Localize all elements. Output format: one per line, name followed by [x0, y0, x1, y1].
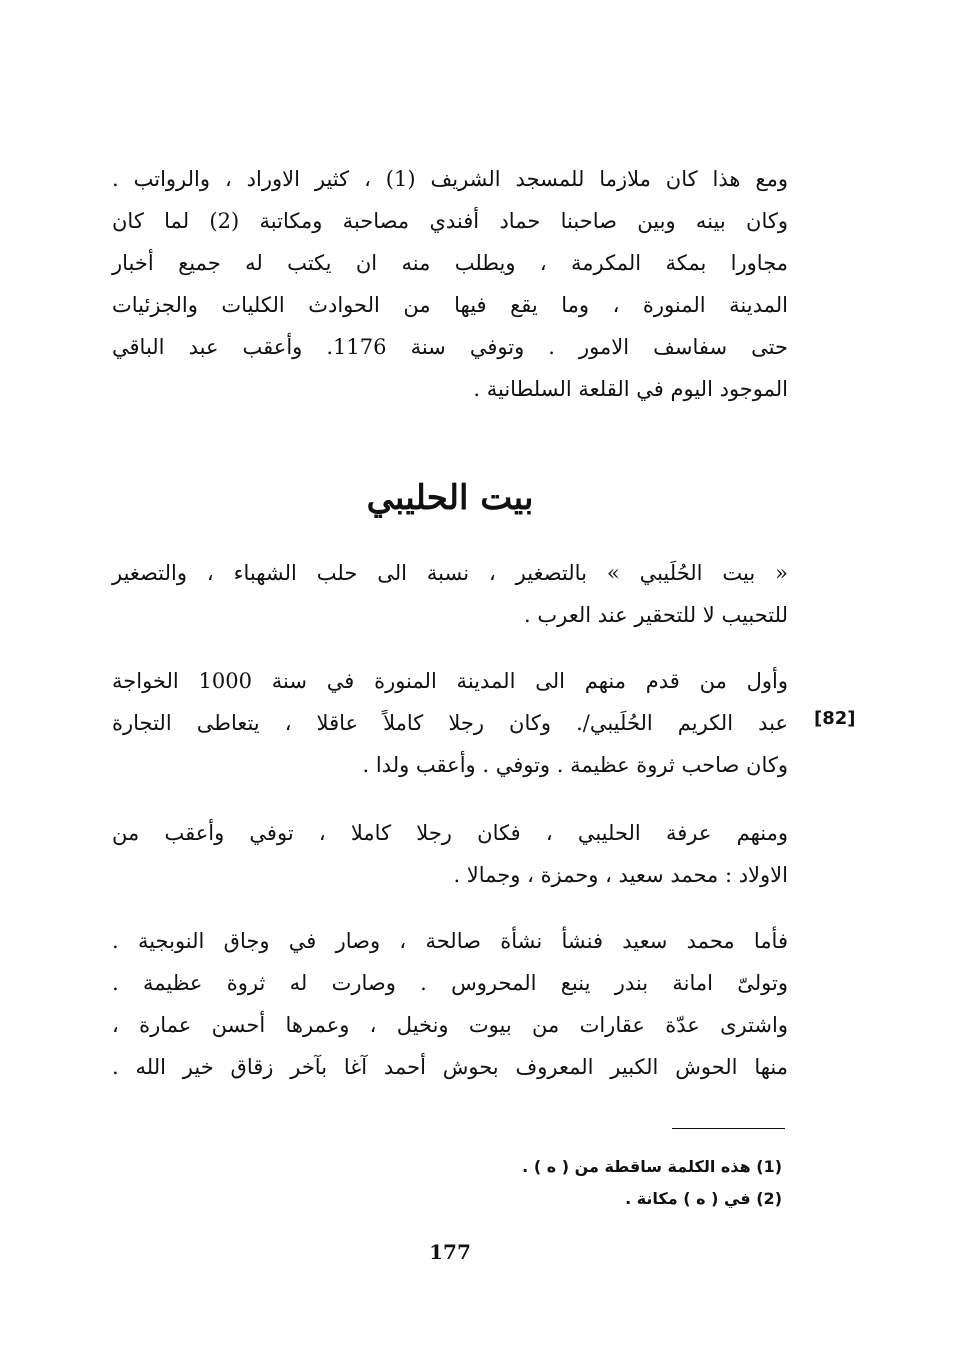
paragraph-line: واشترى عدّة عقارات من بيوت ونخيل ، وعمرها أحسن عمارة ،: [112, 1013, 788, 1037]
footnote-2: (2) في ( ه ) مكانة .: [625, 1189, 782, 1208]
paragraph-3: [112, 660, 788, 786]
paragraph-line: ومنهم عرفة الحليبي ، فكان رجلا كاملا ، توفي وأعقب من: [112, 821, 788, 845]
marginal-reference: [82]: [814, 708, 856, 729]
paragraph-5: [112, 920, 788, 1088]
page-number: 177: [429, 1240, 471, 1264]
paragraph-line: وتولىّ امانة بندر ينبع المحروس . وصارت له ثروة عظيمة .: [112, 971, 788, 995]
paragraph-line: وكان بينه وبين صاحبنا حماد أفندي مصاحبة ومكاتبة (2) لما كان: [112, 209, 788, 233]
paragraph-1: [112, 158, 788, 410]
paragraph-line: مجاورا بمكة المكرمة ، ويطلب منه ان يكتب له جميع أخبار: [112, 251, 788, 275]
paragraph-line: وكان صاحب ثروة عظيمة . وتوفي . وأعقب ولدا .: [362, 753, 788, 777]
paragraph-line: الاولاد : محمد سعيد ، وحمزة ، وجمالا .: [453, 863, 788, 887]
paragraph-4: [112, 812, 788, 896]
paragraph-line: حتى سفاسف الامور . وتوفي سنة 1176. وأعقب عبد الباقي: [112, 335, 788, 359]
paragraph-line: ومع هذا كان ملازما للمسجد الشريف (1) ، كثير الاوراد ، والرواتب .: [112, 167, 788, 191]
footnote-1: (1) هذه الكلمة ساقطة من ( ه ) .: [522, 1157, 782, 1176]
footnote-separator: [672, 1128, 785, 1129]
paragraph-line: الموجود اليوم في القلعة السلطانية .: [473, 377, 788, 401]
paragraph-line: للتحبيب لا للتحقير عند العرب .: [524, 603, 788, 627]
paragraph-line: فأما محمد سعيد فنشأ نشأة صالحة ، وصار في وجاق النوبجية .: [112, 929, 788, 953]
paragraph-2: [112, 552, 788, 636]
paragraph-line: المدينة المنورة ، وما يقع فيها من الحوادث الكليات والجزئيات: [112, 293, 788, 317]
section-title: بيت الحليبي: [366, 478, 534, 518]
paragraph-line: وأول من قدم منهم الى المدينة المنورة في سنة 1000 الخواجة: [112, 669, 788, 693]
paragraph-line: عبد الكريم الحُلَيبي/. وكان رجلا كاملاً عاقلا ، يتعاطى التجارة: [112, 711, 788, 735]
paragraph-line: « بيت الحُلَيبي » بالتصغير ، نسبة الى حلب الشهباء ، والتصغير: [112, 561, 788, 585]
paragraph-line: منها الحوش الكبير المعروف بحوش أحمد آغا بآخر زقاق خير الله .: [112, 1055, 788, 1079]
